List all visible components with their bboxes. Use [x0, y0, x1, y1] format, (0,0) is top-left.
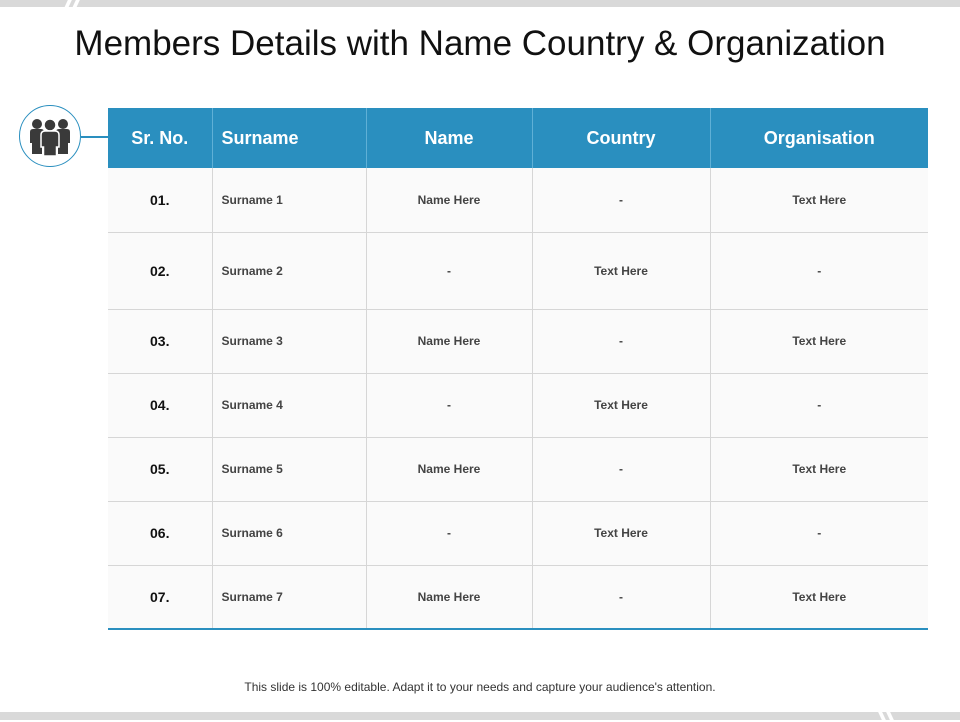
cell-sr-no: 02.	[108, 232, 212, 309]
cell-sr-no: 05.	[108, 437, 212, 501]
cell-organisation: Text Here	[710, 168, 928, 232]
cell-sr-no: 06.	[108, 501, 212, 565]
cell-surname: Surname 3	[212, 309, 366, 373]
footer-note: This slide is 100% editable. Adapt it to your needs and capture your audience's attention.	[244, 680, 716, 694]
top-decorative-band	[0, 0, 960, 7]
cell-name: -	[366, 373, 532, 437]
table-row	[108, 373, 928, 437]
cell-organisation: Text Here	[710, 309, 928, 373]
cell-surname: Surname 2	[212, 232, 366, 309]
table-header-row	[108, 108, 928, 168]
cell-country: Text Here	[532, 232, 710, 309]
cell-country: Text Here	[532, 373, 710, 437]
table-row	[108, 437, 928, 501]
cell-sr-no: 07.	[108, 565, 212, 629]
table-row	[108, 168, 928, 232]
cell-organisation: -	[710, 373, 928, 437]
cell-surname: Surname 4	[212, 373, 366, 437]
cell-name: -	[366, 232, 532, 309]
table-row	[108, 232, 928, 309]
cell-country: -	[532, 309, 710, 373]
band-cut	[885, 710, 895, 722]
people-group-icon-graphic	[28, 116, 72, 156]
icon-connector-line	[81, 136, 108, 138]
cell-country: -	[532, 565, 710, 629]
bottom-decorative-band	[0, 712, 960, 720]
cell-sr-no: 04.	[108, 373, 212, 437]
cell-name: -	[366, 501, 532, 565]
cell-name: Name Here	[366, 309, 532, 373]
table-row	[108, 309, 928, 373]
cell-organisation: Text Here	[710, 565, 928, 629]
members-table	[108, 108, 928, 630]
cell-organisation: -	[710, 232, 928, 309]
people-group-icon	[19, 105, 81, 167]
page-title: Members Details with Name Country & Organization	[74, 24, 886, 63]
table-row	[108, 501, 928, 565]
header-surname: Surname	[212, 108, 366, 168]
cell-surname: Surname 6	[212, 501, 366, 565]
header-sr-no: Sr. No.	[108, 108, 212, 168]
cell-organisation: -	[710, 501, 928, 565]
band-cut	[71, 0, 81, 10]
cell-country: Text Here	[532, 501, 710, 565]
cell-country: -	[532, 437, 710, 501]
table-row	[108, 565, 928, 629]
header-organisation: Organisation	[710, 108, 928, 168]
header-country: Country	[532, 108, 710, 168]
cell-surname: Surname 1	[212, 168, 366, 232]
cell-name: Name Here	[366, 437, 532, 501]
cell-sr-no: 03.	[108, 309, 212, 373]
cell-sr-no: 01.	[108, 168, 212, 232]
cell-name: Name Here	[366, 565, 532, 629]
cell-surname: Surname 5	[212, 437, 366, 501]
cell-organisation: Text Here	[710, 437, 928, 501]
cell-name: Name Here	[366, 168, 532, 232]
cell-country: -	[532, 168, 710, 232]
cell-surname: Surname 7	[212, 565, 366, 629]
header-name: Name	[366, 108, 532, 168]
